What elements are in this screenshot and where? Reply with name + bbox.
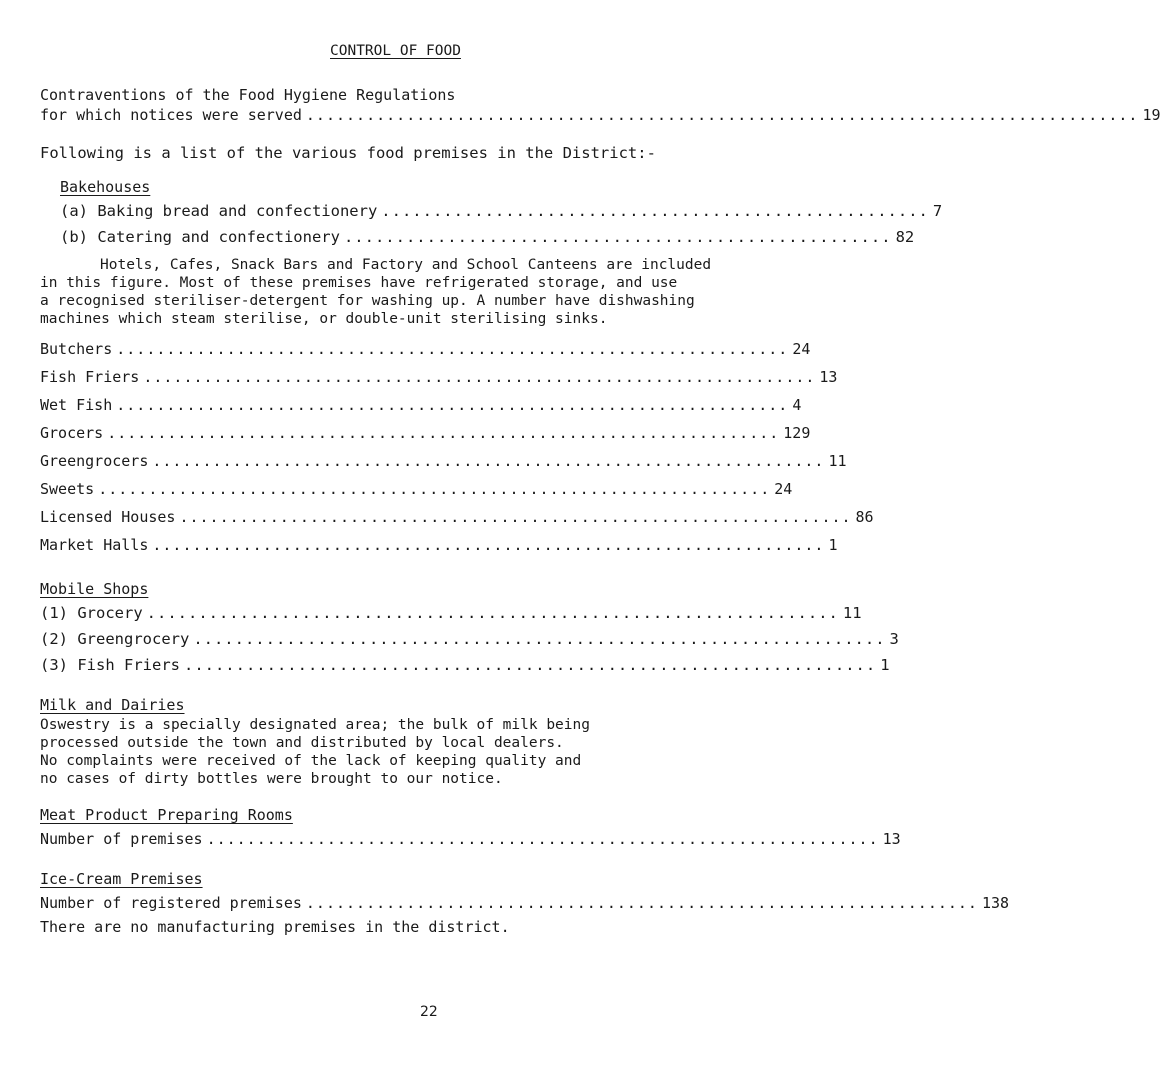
bakehouse-row: (a) Baking bread and confectionery ..................................................... 7 bbox=[60, 202, 943, 220]
premises-row: Butchers ................................................................... 24 bbox=[40, 340, 811, 358]
bakehouses-heading: Bakehouses bbox=[60, 178, 151, 196]
mobile-shop-row: (2) Greengrocery ................................................................... 3 bbox=[40, 630, 899, 648]
contraventions-label: for which notices were served bbox=[40, 106, 302, 124]
premises-row: Market Halls ................................................................... 1 bbox=[40, 536, 838, 554]
premises-row: Greengrocers ................................................................... 11 bbox=[40, 452, 847, 470]
mobile-shops-heading: Mobile Shops bbox=[40, 580, 149, 598]
meat-heading: Meat Product Preparing Rooms bbox=[40, 806, 293, 824]
milk-text: Oswestry is a specially designated area; the bulk of milk being processed outside the town and distributed by local dealers. No complaints were received of the lack of keeping quality and no cases of dirty bottles were brought to our notice. bbox=[40, 717, 590, 787]
premises-row: Fish Friers ................................................................... 13 bbox=[40, 368, 838, 386]
page-number: 22 bbox=[420, 1004, 438, 1020]
contraventions-line1: Contraventions of the Food Hygiene Regulations bbox=[40, 86, 456, 104]
ice-cream-heading: Ice-Cream Premises bbox=[40, 870, 203, 888]
premises-row: Licensed Houses ................................................................... 86 bbox=[40, 508, 874, 526]
milk-heading: Milk and Dairies bbox=[40, 696, 185, 714]
premises-row: Grocers ................................................................... 129 bbox=[40, 424, 811, 442]
mobile-shop-row: (3) Fish Friers ................................................................... 1 bbox=[40, 656, 890, 674]
premises-row: Wet Fish ................................................................... 4 bbox=[40, 396, 802, 414]
hotels-note: Hotels, Cafes, Snack Bars and Factory and School Canteens are included in this figure. Most of these premises have refrigerated storage, and use a recognised steriliser-detergent for washing up. A number have dishwashing machines which steam sterilise, or double-unit sterilising sinks. bbox=[40, 257, 712, 327]
contraventions-value: 19 bbox=[1142, 106, 1161, 124]
contraventions-row bbox=[40, 106, 1161, 124]
ice-cream-note: There are no manufacturing premises in the district. bbox=[40, 918, 510, 936]
ice-cream-row: Number of registered premises ................................................................... 138 bbox=[40, 894, 1010, 912]
premises-row: Sweets ................................................................... 24 bbox=[40, 480, 793, 498]
intro-text: Following is a list of the various food premises in the District:- bbox=[40, 144, 656, 162]
leader-dots: ................................................................................... bbox=[305, 106, 1139, 124]
meat-row: Number of premises ................................................................... 13 bbox=[40, 830, 901, 848]
mobile-shop-row: (1) Grocery ................................................................... 11 bbox=[40, 604, 862, 622]
page-title: CONTROL OF FOOD bbox=[330, 43, 461, 59]
bakehouse-row: (b) Catering and confectionery ..................................................... 82 bbox=[60, 228, 915, 246]
